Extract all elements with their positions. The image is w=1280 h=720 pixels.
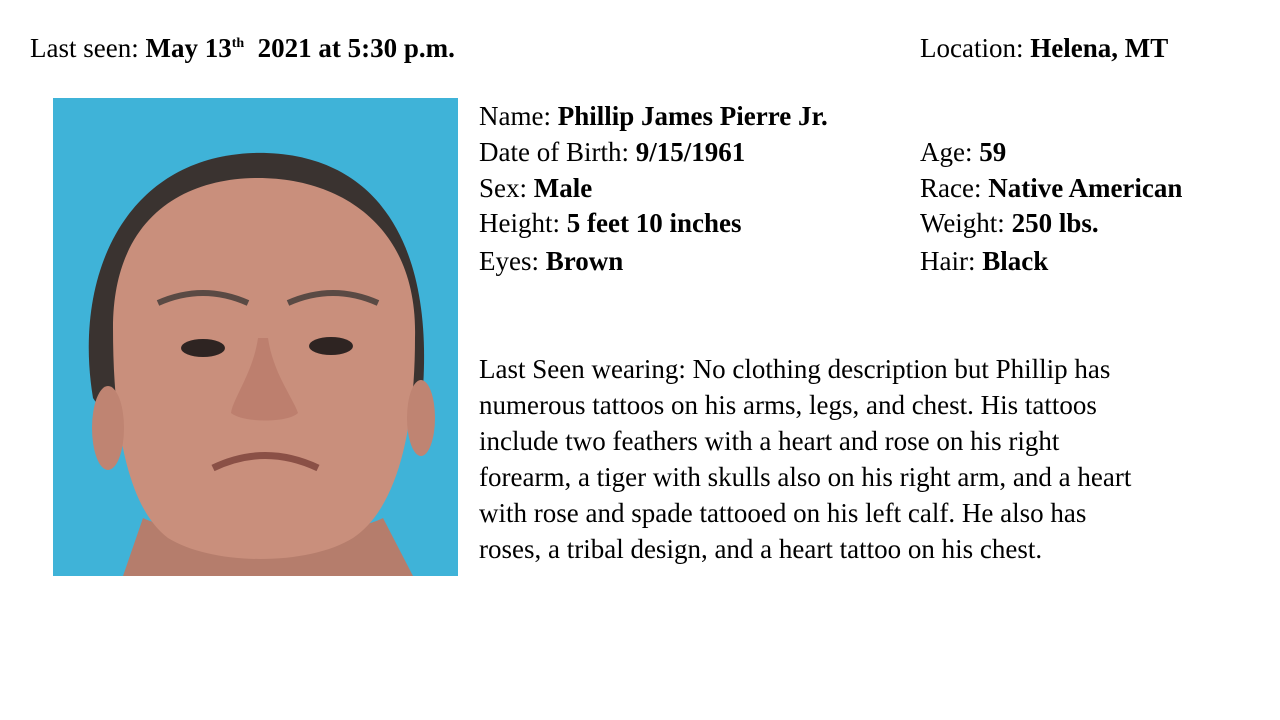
last-seen-time: 2021 at 5:30 p.m. (257, 33, 455, 63)
hair-value: Black (982, 246, 1049, 276)
person-photo (53, 98, 458, 576)
description-line: Last Seen wearing: No clothing description but Phillip has (479, 354, 1111, 384)
race-value: Native American (988, 173, 1183, 203)
eyes-value: Brown (545, 246, 624, 276)
last-seen-line (30, 33, 455, 63)
description-line: forearm, a tiger with skulls also on his right arm, and a heart (479, 462, 1132, 492)
height-value: 5 feet 10 inches (566, 208, 742, 238)
sex-label: Sex: (479, 173, 528, 203)
name-row (479, 101, 828, 131)
name-label: Name: (479, 101, 551, 131)
hair-row (920, 246, 1048, 276)
dob-row (479, 137, 745, 167)
location-label: Location: (920, 33, 1024, 63)
dob-value: 9/15/1961 (635, 137, 746, 167)
description-line: include two feathers with a heart and rose on his right (479, 426, 1060, 456)
height-label: Height: (479, 208, 560, 238)
sex-value: Male (533, 173, 593, 203)
eyes-label: Eyes: (479, 246, 539, 276)
hair-label: Hair: (920, 246, 976, 276)
age-row (920, 137, 1006, 167)
eyes-row (479, 246, 623, 276)
race-label: Race: (920, 173, 982, 203)
description-line: roses, a tribal design, and a heart tattoo on his chest. (479, 534, 1043, 564)
last-seen-month-day: May 13 (145, 33, 232, 63)
last-seen-label: Last seen: (30, 33, 139, 63)
description-line: with rose and spade tattooed on his left calf. He also has (479, 498, 1087, 528)
portrait-illustration (53, 98, 458, 576)
sex-row (479, 173, 592, 203)
location-line (920, 33, 1168, 63)
location-value: Helena, MT (1030, 33, 1169, 63)
last-seen-date (145, 33, 454, 63)
name-value: Phillip James Pierre Jr. (557, 101, 828, 131)
description-paragraph (479, 351, 1259, 567)
weight-value: 250 lbs. (1011, 208, 1099, 238)
age-value: 59 (979, 137, 1007, 167)
last-seen-ordinal: th (231, 36, 245, 51)
age-label: Age: (920, 137, 973, 167)
height-row (479, 208, 741, 238)
description-line: numerous tattoos on his arms, legs, and chest. His tattoos (479, 390, 1097, 420)
dob-label: Date of Birth: (479, 137, 629, 167)
weight-label: Weight: (920, 208, 1005, 238)
race-row (920, 173, 1182, 203)
weight-row (920, 208, 1099, 238)
